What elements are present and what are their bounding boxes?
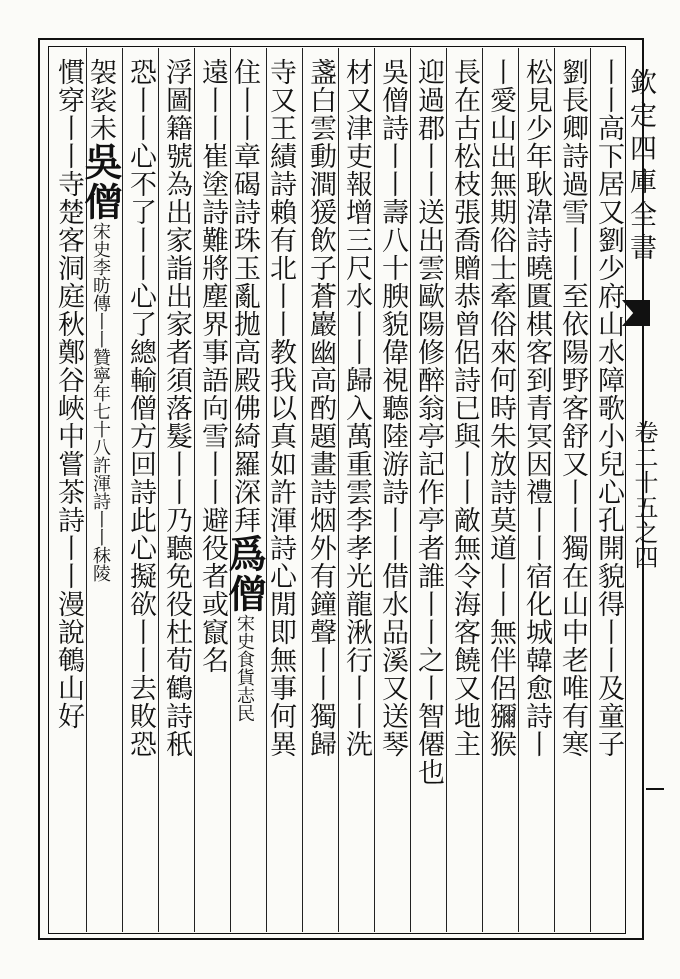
headword: 爲僧 xyxy=(222,534,267,614)
text-column-12: 遠丨丨崔塗詩難將塵界事語向雪丨丨避役者或竄名 xyxy=(197,58,228,674)
annotation: 宋史食貨志民 xyxy=(234,614,255,722)
text-column-8: 材又津吏報增三尺水丨丨歸入萬重雲李孝光龍湫行丨丨洗 xyxy=(341,58,372,758)
column-text: 袈裟未 xyxy=(85,58,116,142)
text-column-13: 浮圖籍號為出家詣出家者須落髮丨丨乃聽免役杜荀鶴詩秖 xyxy=(161,58,192,758)
text-column-9: 盞白雲動澗猨飲子蒼巖幽高酌題畫詩烟外有鐘聲丨丨獨歸 xyxy=(305,58,336,758)
column-text: 寺又王績詩賴有北丨丨教我以真如許渾詩心閒即無事何異 xyxy=(265,58,296,758)
margin-tick xyxy=(646,788,664,790)
text-column-10 xyxy=(266,58,302,924)
text-column-4: 丨愛山出無期俗士牽俗來何時朱放詩莫道丨丨無伴侶獼猴 xyxy=(485,58,516,758)
text-column-6: 迎過郡丨丨送出雲歐陽修醉翁亭記作亭者誰丨丨之丨智僊也 xyxy=(413,58,444,786)
text-column-2: 劉長卿詩過雪丨丨至依陽野客舒又丨丨獨在山中老唯有寒 xyxy=(557,58,588,758)
text-column-15 xyxy=(78,58,123,924)
text-column-7: 吳僧詩丨丨壽八十腴貌偉視聽陸游詩丨丨借水品溪又送琴 xyxy=(377,58,408,758)
column-text: 住丨丨章碣詩珠玉亂拋高殿佛綺羅深拜 xyxy=(229,58,260,534)
text-column-1: 丨丨高下居又劉少府山水障歌小兒心孔開貌得丨丨及童子 xyxy=(593,58,624,758)
headword: 吳僧 xyxy=(78,142,123,222)
text-column-16: 慣穿丨丨寺楚客洞庭秋鄭谷峽中嘗茶詩丨丨漫說鵪山好 xyxy=(53,58,84,730)
book-title: 欽定四庫全書 xyxy=(625,68,656,266)
text-column-5: 長在古松枝張喬贈恭曾侶詩已與丨丨敵無令海客饒又地主 xyxy=(449,58,480,758)
volume-label: 卷二十五之四 xyxy=(630,420,658,570)
text-column-11 xyxy=(222,58,267,924)
text-column-3: 松見少年耿湋詩曉匱棋客到青冥因禮丨丨宿化城韓愈詩丨 xyxy=(521,58,552,758)
annotation: 宋史李昉傳丨丨贊寧年七十八許渾詩丨丨秣陵 xyxy=(90,222,111,582)
text-column-14: 恐丨丨心不了丨丨心了總輸僧方回詩此心擬欲丨丨去敗恐 xyxy=(125,58,156,758)
